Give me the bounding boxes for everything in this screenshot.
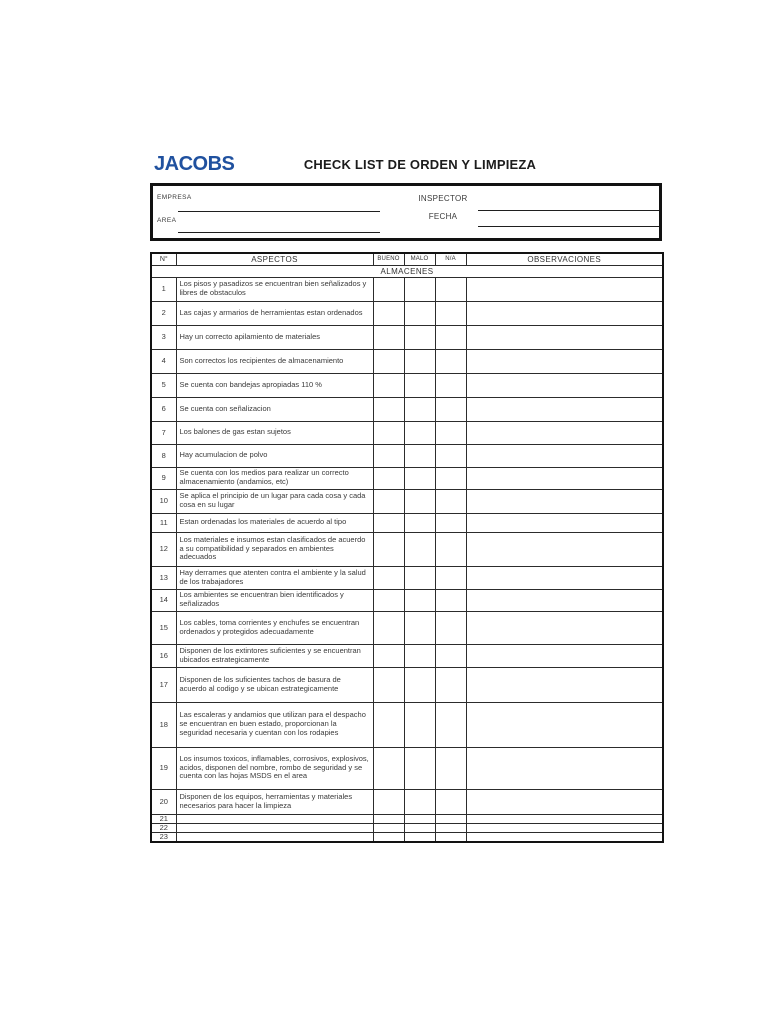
bueno-cell[interactable] [373,373,404,397]
na-cell[interactable] [435,667,466,702]
na-cell[interactable] [435,566,466,589]
malo-cell[interactable] [404,789,435,814]
aspect-text: Hay derrames que atenten contra el ambiente y la salud de los trabajadores [176,566,373,589]
table-row [151,513,663,532]
malo-cell[interactable] [404,444,435,467]
bueno-cell[interactable] [373,747,404,789]
malo-cell[interactable] [404,589,435,611]
aspect-text [176,814,373,823]
observaciones-cell[interactable] [466,513,663,532]
malo-cell[interactable] [404,702,435,747]
table-row [151,832,663,842]
observaciones-cell[interactable] [466,814,663,823]
bueno-cell[interactable] [373,444,404,467]
aspect-text: Los cables, toma corrientes y enchufes se encuentran ordenados y protegidos adecuadamente [176,611,373,644]
malo-cell[interactable] [404,667,435,702]
table-row [151,702,663,747]
info-box [150,183,662,241]
aspect-text: Hay acumulacion de polvo [176,444,373,467]
table-row [151,467,663,489]
bueno-cell[interactable] [373,349,404,373]
observaciones-cell[interactable] [466,566,663,589]
row-number: 11 [151,513,176,532]
row-number: 2 [151,301,176,325]
malo-cell[interactable] [404,747,435,789]
malo-cell[interactable] [404,301,435,325]
na-cell[interactable] [435,467,466,489]
observaciones-cell[interactable] [466,301,663,325]
checklist-table [150,252,664,843]
bueno-cell[interactable] [373,823,404,832]
col-header-na: N/A [435,253,466,265]
table-row [151,589,663,611]
aspect-text [176,832,373,842]
observaciones-cell[interactable] [466,611,663,644]
malo-cell[interactable] [404,467,435,489]
bueno-cell[interactable] [373,611,404,644]
bueno-cell[interactable] [373,277,404,301]
observaciones-cell[interactable] [466,444,663,467]
table-row [151,532,663,566]
na-cell[interactable] [435,373,466,397]
malo-cell[interactable] [404,814,435,823]
jacobs-logo: JACOBS [154,153,235,175]
na-cell[interactable] [435,747,466,789]
page-title: CHECK LIST DE ORDEN Y LIMPIEZA [303,157,537,172]
na-cell[interactable] [435,325,466,349]
na-cell[interactable] [435,611,466,644]
row-number: 16 [151,644,176,667]
bueno-cell[interactable] [373,667,404,702]
aspect-text: Los materiales e insumos estan clasificados de acuerdo a su compatibilidad y separados en ambientes adecuados [176,532,373,566]
table-row [151,421,663,444]
area-label: AREA [157,217,177,224]
empresa-label: EMPRESA [157,194,192,201]
aspect-text: Hay un correcto apilamiento de materiales [176,325,373,349]
col-header-numero: N° [151,253,176,265]
malo-cell[interactable] [404,325,435,349]
fecha-label: FECHA [428,212,458,221]
observaciones-cell[interactable] [466,467,663,489]
bueno-cell[interactable] [373,513,404,532]
table-row [151,301,663,325]
row-number: 20 [151,789,176,814]
aspect-text: Los pisos y pasadizos se encuentran bien señalizados y libres de obstaculos [176,277,373,301]
bueno-cell[interactable] [373,489,404,513]
bueno-cell[interactable] [373,325,404,349]
row-number: 9 [151,467,176,489]
row-number: 12 [151,532,176,566]
section-row [151,265,663,277]
observaciones-cell[interactable] [466,789,663,814]
na-cell[interactable] [435,702,466,747]
na-cell[interactable] [435,397,466,421]
malo-cell[interactable] [404,397,435,421]
table-row [151,789,663,814]
col-header-malo: MALO [404,253,435,265]
table-row [151,277,663,301]
aspect-text: Los ambientes se encuentran bien identificados y señalizados [176,589,373,611]
aspect-text: Disponen de los extintores suficientes y se encuentran ubicados estrategicamente [176,644,373,667]
aspect-text: Se aplica el principio de un lugar para cada cosa y cada cosa en su lugar [176,489,373,513]
bueno-cell[interactable] [373,467,404,489]
row-number: 23 [151,832,176,842]
observaciones-cell[interactable] [466,702,663,747]
na-cell[interactable] [435,444,466,467]
bueno-cell[interactable] [373,397,404,421]
table-row [151,444,663,467]
bueno-cell[interactable] [373,301,404,325]
malo-cell[interactable] [404,349,435,373]
area-fill-line[interactable] [178,232,380,233]
row-number: 6 [151,397,176,421]
inspector-label: INSPECTOR [418,194,468,203]
bueno-cell[interactable] [373,832,404,842]
observaciones-cell[interactable] [466,747,663,789]
fecha-fill-line[interactable] [478,226,659,227]
malo-cell[interactable] [404,421,435,444]
table-row [151,611,663,644]
inspector-fill-line[interactable] [478,210,659,211]
aspect-text: Son correctos los recipientes de almacenamiento [176,349,373,373]
na-cell[interactable] [435,532,466,566]
observaciones-cell[interactable] [466,325,663,349]
malo-cell[interactable] [404,489,435,513]
table-row [151,667,663,702]
aspect-text [176,823,373,832]
na-cell[interactable] [435,421,466,444]
row-number: 8 [151,444,176,467]
col-header-observaciones: OBSERVACIONES [466,253,663,265]
aspect-text: Disponen de los suficientes tachos de basura de acuerdo al codigo y se ubican estrategicamente [176,667,373,702]
aspect-text: Estan ordenadas los materiales de acuerdo al tipo [176,513,373,532]
row-number: 22 [151,823,176,832]
observaciones-cell[interactable] [466,589,663,611]
table-row [151,814,663,823]
malo-cell[interactable] [404,373,435,397]
table-header-row [151,253,663,265]
na-cell[interactable] [435,301,466,325]
aspect-text: Se cuenta con señalizacion [176,397,373,421]
observaciones-cell[interactable] [466,667,663,702]
na-cell[interactable] [435,823,466,832]
row-number: 4 [151,349,176,373]
aspect-text: Los insumos toxicos, inflamables, corrosivos, explosivos, acidos, disponen del nombre, rombo de seguridad y se cuenta con las hojas MSDS en el area [176,747,373,789]
bueno-cell[interactable] [373,789,404,814]
row-number: 13 [151,566,176,589]
table-row [151,349,663,373]
na-cell[interactable] [435,814,466,823]
aspect-text: Se cuenta con bandejas apropiadas 110 % [176,373,373,397]
col-header-bueno: BUENO [373,253,404,265]
table-row [151,373,663,397]
na-cell[interactable] [435,832,466,842]
row-number: 3 [151,325,176,349]
observaciones-cell[interactable] [466,277,663,301]
row-number: 5 [151,373,176,397]
observaciones-cell[interactable] [466,373,663,397]
table-row [151,566,663,589]
table-row [151,397,663,421]
aspect-text: Se cuenta con los medios para realizar un correcto almacenamiento (andamios, etc) [176,467,373,489]
row-number: 21 [151,814,176,823]
row-number: 17 [151,667,176,702]
na-cell[interactable] [435,589,466,611]
malo-cell[interactable] [404,611,435,644]
table-row [151,489,663,513]
na-cell[interactable] [435,489,466,513]
aspect-text: Las escaleras y andamios que utilizan para el despacho se encuentran en buen estado, proporcionan la seguridad necesaria y cuentan con los rodapies [176,702,373,747]
row-number: 10 [151,489,176,513]
empresa-fill-line[interactable] [178,211,380,212]
malo-cell[interactable] [404,644,435,667]
na-cell[interactable] [435,644,466,667]
table-row [151,325,663,349]
bueno-cell[interactable] [373,421,404,444]
observaciones-cell[interactable] [466,397,663,421]
bueno-cell[interactable] [373,532,404,566]
bueno-cell[interactable] [373,644,404,667]
malo-cell[interactable] [404,532,435,566]
malo-cell[interactable] [404,277,435,301]
malo-cell[interactable] [404,823,435,832]
malo-cell[interactable] [404,832,435,842]
observaciones-cell[interactable] [466,349,663,373]
bueno-cell[interactable] [373,814,404,823]
table-row [151,644,663,667]
na-cell[interactable] [435,349,466,373]
section-title: ALMACENES [151,265,663,277]
bueno-cell[interactable] [373,566,404,589]
observaciones-cell[interactable] [466,644,663,667]
table-row [151,747,663,789]
observaciones-cell[interactable] [466,489,663,513]
aspect-text: Los balones de gas estan sujetos [176,421,373,444]
na-cell[interactable] [435,513,466,532]
malo-cell[interactable] [404,566,435,589]
aspect-text: Las cajas y armarios de herramientas estan ordenados [176,301,373,325]
table-row [151,823,663,832]
row-number: 7 [151,421,176,444]
observaciones-cell[interactable] [466,832,663,842]
row-number: 1 [151,277,176,301]
row-number: 19 [151,747,176,789]
na-cell[interactable] [435,277,466,301]
observaciones-cell[interactable] [466,823,663,832]
bueno-cell[interactable] [373,589,404,611]
bueno-cell[interactable] [373,702,404,747]
observaciones-cell[interactable] [466,532,663,566]
na-cell[interactable] [435,789,466,814]
row-number: 18 [151,702,176,747]
observaciones-cell[interactable] [466,421,663,444]
row-number: 14 [151,589,176,611]
row-number: 15 [151,611,176,644]
malo-cell[interactable] [404,513,435,532]
aspect-text: Disponen de los equipos, herramientas y materiales necesarios para hacer la limpieza [176,789,373,814]
col-header-aspectos: ASPECTOS [176,253,373,265]
